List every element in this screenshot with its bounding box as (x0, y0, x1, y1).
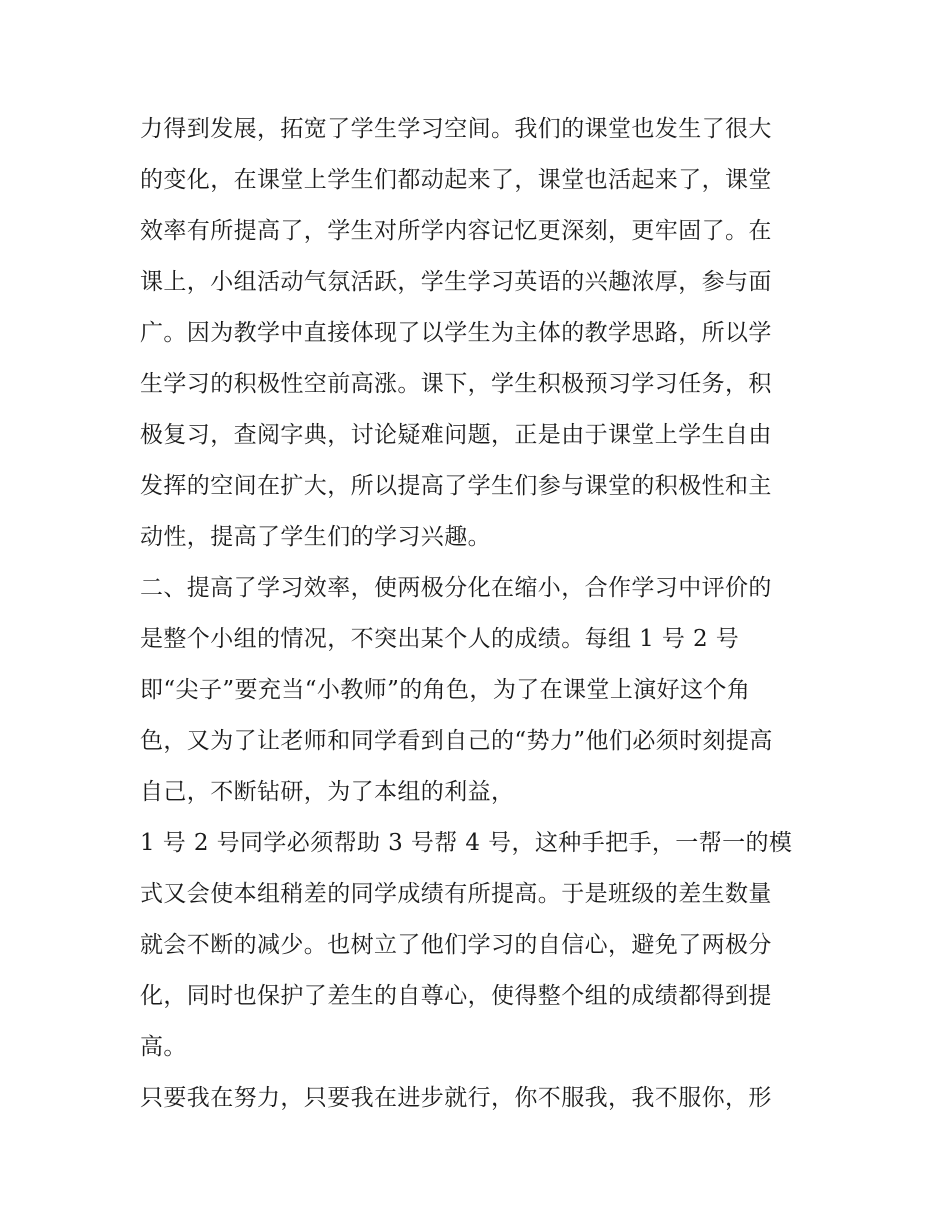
body-text (140, 104, 816, 1124)
text-line: 式又会使本组稍差的同学成绩有所提高。于是班级的差生数量 (140, 881, 772, 907)
text-line: 广。因为教学中直接体现了以学生为主体的教学思路，所以学 (140, 320, 772, 346)
text-line: 化，同时也保护了差生的自尊心，使得整个组的成绩都得到提 (140, 983, 772, 1009)
text-line: 极复习，查阅字典，讨论疑难问题，正是由于课堂上学生自由 (140, 422, 772, 448)
text-line: 1 号 2 号同学必须帮助 3 号帮 4 号，这种手把手，一帮一的模 (140, 830, 793, 856)
text-line: 效率有所提高了，学生对所学内容记忆更深刻，更牢固了。在 (140, 218, 772, 244)
text-line: 高。 (140, 1034, 187, 1060)
text-line: 即“尖子”要充当“小教师”的角色，为了在课堂上演好这个角 (140, 677, 751, 703)
text-line: 是整个小组的情况，不突出某个人的成绩。每组 1 号 2 号 (140, 626, 740, 652)
text-line: 生学习的积极性空前高涨。课下，学生积极预习学习任务，积 (140, 371, 772, 397)
text-line: 动性，提高了学生们的学习兴趣。 (140, 524, 491, 550)
text-line: 课上，小组活动气氛活跃，学生学习英语的兴趣浓厚，参与面 (140, 269, 772, 295)
text-line: 的变化，在课堂上学生们都动起来了，课堂也活起来了，课堂 (140, 167, 772, 193)
text-line: 二、提高了学习效率，使两极分化在缩小，合作学习中评价的 (140, 575, 772, 601)
text-line: 只要我在努力，只要我在进步就行，你不服我，我不服你，形 (140, 1085, 772, 1111)
text-line: 就会不断的减少。也树立了他们学习的自信心，避免了两极分 (140, 932, 772, 958)
text-line: 力得到发展，拓宽了学生学习空间。我们的课堂也发生了很大 (140, 116, 772, 142)
text-line: 自己，不断钻研，为了本组的利益， (140, 779, 515, 805)
text-line: 色，又为了让老师和同学看到自己的“势力”他们必须时刻提高 (140, 728, 773, 754)
text-line: 发挥的空间在扩大，所以提高了学生们参与课堂的积极性和主 (140, 473, 772, 499)
